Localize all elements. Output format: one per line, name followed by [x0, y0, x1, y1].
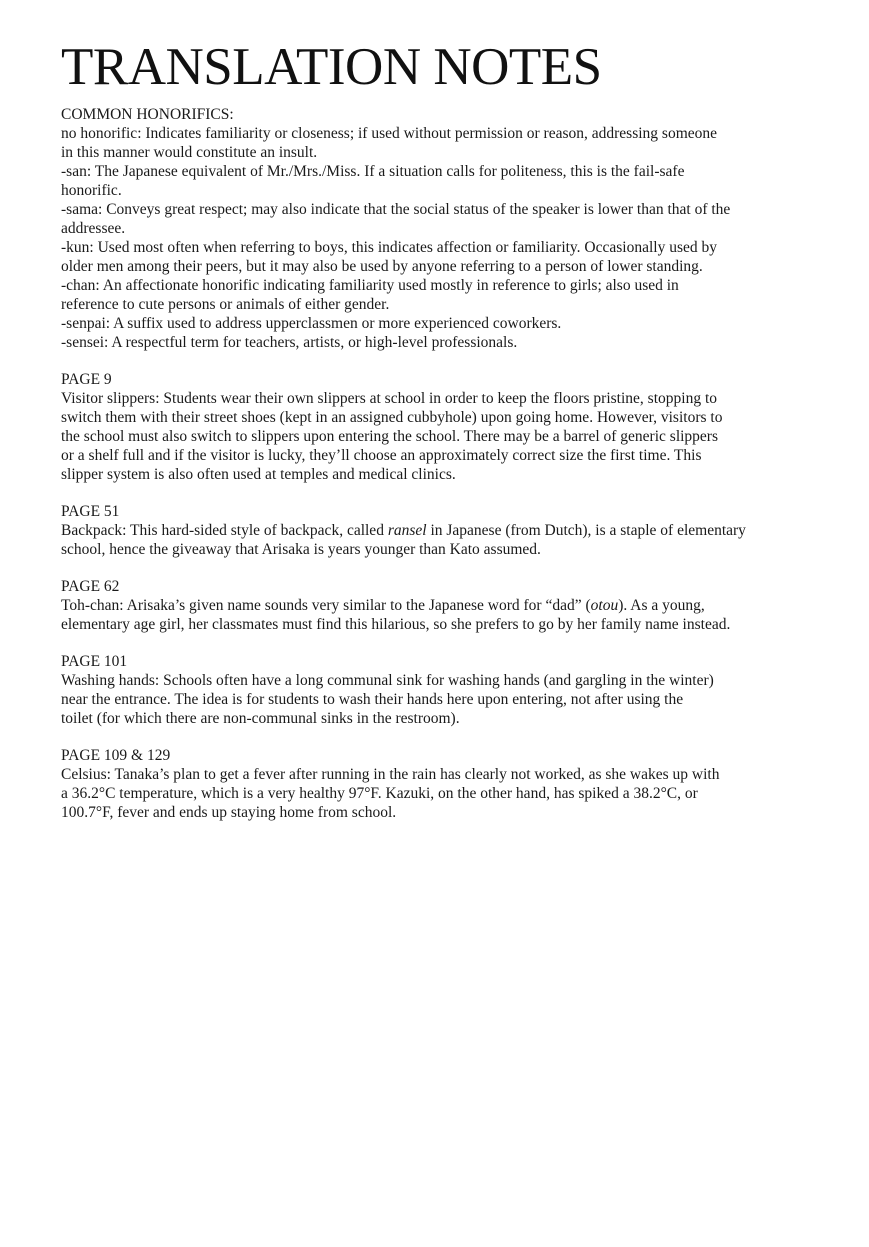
- honorific-line: -senpai: A suffix used to address upperclassmen or more experienced coworkers.: [61, 315, 562, 332]
- note-line: 100.7°F, fever and ends up staying home from school.: [61, 804, 397, 821]
- note-line: Visitor slippers: Students wear their own slippers at school in order to keep the floors pristine, stopping to: [61, 390, 717, 407]
- note-text: Toh-chan: Arisaka’s given name sounds very similar to the Japanese word for “dad” (: [61, 597, 591, 614]
- section-page-51: [61, 502, 781, 559]
- honorific-line: in this manner would constitute an insult.: [61, 144, 318, 161]
- note-line: or a shelf full and if the visitor is lucky, they’ll choose an approximately correct size the first time. This: [61, 447, 702, 464]
- note-line: toilet (for which there are non-communal sinks in the restroom).: [61, 710, 460, 727]
- section-heading: PAGE 9: [61, 371, 112, 388]
- honorific-line: -kun: Used most often when referring to boys, this indicates affection or familiarity. Occasionally used by: [61, 239, 717, 256]
- note-line: Celsius: Tanaka’s plan to get a fever after running in the rain has clearly not worked, as she wakes up with: [61, 766, 720, 783]
- honorific-line: older men among their peers, but it may also be used by anyone referring to a person of lower standing.: [61, 258, 703, 275]
- honorific-line: reference to cute persons or animals of either gender.: [61, 296, 390, 313]
- note-line: switch them with their street shoes (kept in an assigned cubbyhole) upon going home. However, visitors to: [61, 409, 723, 426]
- section-heading: COMMON HONORIFICS:: [61, 106, 234, 123]
- honorific-line: -sama: Conveys great respect; may also indicate that the social status of the speaker is lower than that of the: [61, 201, 731, 218]
- honorific-line: -sensei: A respectful term for teachers, artists, or high-level professionals.: [61, 334, 518, 351]
- italic-term: otou: [590, 597, 619, 614]
- note-line: elementary age girl, her classmates must find this hilarious, so she prefers to go by her family name instead.: [61, 616, 731, 633]
- section-heading: PAGE 62: [61, 578, 120, 595]
- note-line: near the entrance. The idea is for students to wash their hands here upon entering, not after using the: [61, 691, 684, 708]
- note-line: Washing hands: Schools often have a long communal sink for washing hands (and gargling in the winter): [61, 672, 714, 689]
- honorific-line: honorific.: [61, 182, 122, 199]
- section-page-101: [61, 652, 781, 728]
- italic-term: ransel: [387, 522, 427, 539]
- note-line: [61, 596, 781, 615]
- note-line: the school must also switch to slippers upon entering the school. There may be a barrel of generic slippers: [61, 428, 719, 445]
- section-page-9: [61, 370, 781, 484]
- note-line: school, hence the giveaway that Arisaka is years younger than Kato assumed.: [61, 541, 541, 558]
- note-line: [61, 521, 781, 540]
- translation-notes-page: [61, 38, 781, 822]
- note-line: slipper system is also often used at temples and medical clinics.: [61, 466, 456, 483]
- section-heading: PAGE 51: [61, 503, 120, 520]
- note-text: in Japanese (from Dutch), is a staple of elementary: [426, 522, 746, 539]
- honorific-line: no honorific: Indicates familiarity or closeness; if used without permission or reason, addressing someone: [61, 125, 718, 142]
- section-page-109-129: [61, 746, 781, 822]
- note-text: ). As a young,: [618, 597, 705, 614]
- section-page-62: [61, 577, 781, 634]
- honorific-line: -chan: An affectionate honorific indicating familiarity used mostly in reference to girls; also used in: [61, 277, 679, 294]
- note-line: a 36.2°C temperature, which is a very healthy 97°F. Kazuki, on the other hand, has spiked a 38.2°C, or: [61, 785, 698, 802]
- note-text: Backpack: This hard-sided style of backpack, called: [61, 522, 388, 539]
- section-heading: PAGE 101: [61, 653, 128, 670]
- section-heading: PAGE 109 & 129: [61, 747, 171, 764]
- honorific-line: -san: The Japanese equivalent of Mr./Mrs./Miss. If a situation calls for politeness, this is the fail-safe: [61, 163, 685, 180]
- page-title: TRANSLATION NOTES: [61, 38, 602, 96]
- section-common-honorifics: [61, 105, 781, 352]
- honorific-line: addressee.: [61, 220, 126, 237]
